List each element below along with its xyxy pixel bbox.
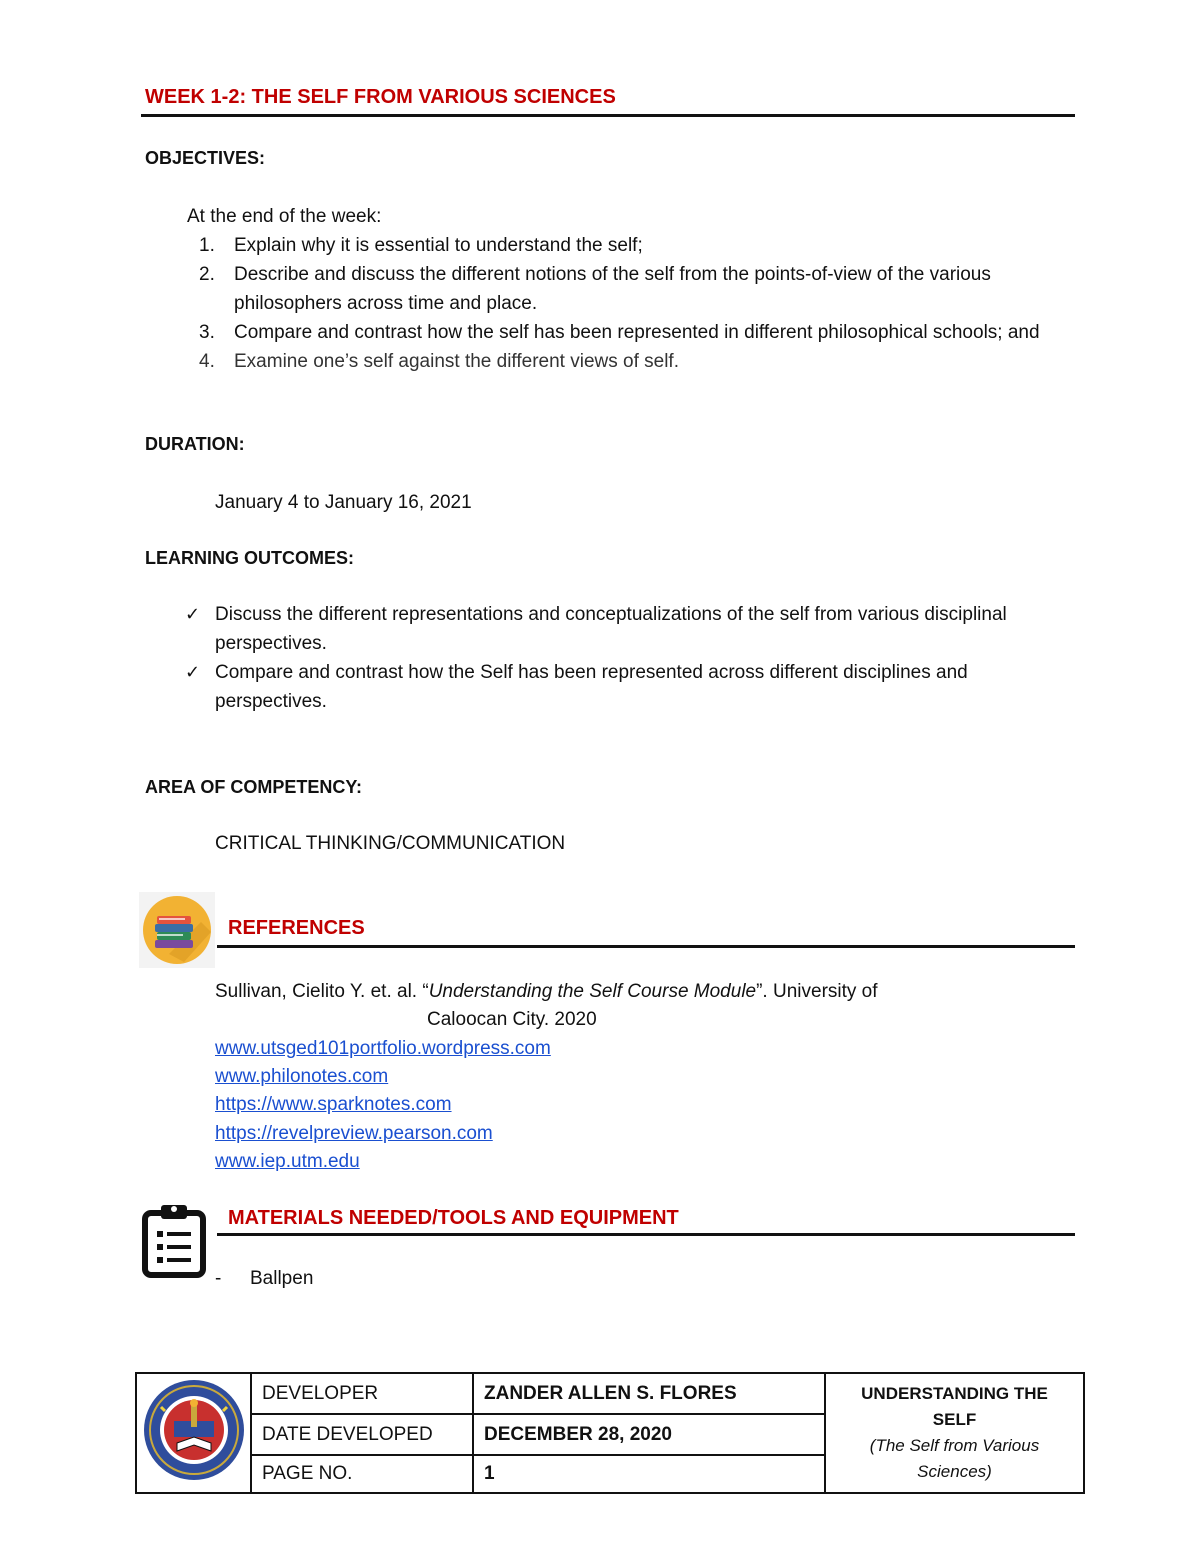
school-seal-icon [136,1373,251,1493]
duration-value: January 4 to January 16, 2021 [215,492,472,513]
citation: Sullivan, Cielito Y. et. al. “Understanding the Self Course Module”. University of [215,981,878,1002]
outcome-item: ✓ Discuss the different representations and conceptualizations of the self from various disciplinal perspectives. [167,600,1077,658]
reference-link[interactable]: https://www.sparknotes.com [215,1094,452,1115]
objective-item: 4. Examine one’s self against the different views of self. [199,351,679,372]
duration-heading: DURATION: [145,434,245,454]
learning-outcomes-list [167,600,1077,716]
competency-value: CRITICAL THINKING/COMMUNICATION [215,833,566,854]
page-no-value: 1 [473,1455,825,1493]
references-heading: REFERENCES [228,917,365,939]
materials-heading: MATERIALS NEEDED/TOOLS AND EQUIPMENT [228,1207,679,1229]
materials-item: Ballpen [250,1268,314,1289]
title-rule [141,114,1075,117]
checkmark-icon: ✓ [185,604,201,624]
reference-link[interactable]: www.utsged101portfolio.wordpress.com [215,1038,551,1059]
citation-line2: Caloocan City. 2020 [427,1009,597,1030]
objective-item: 2. Describe and discuss the different notions of the self from the points-of-view of the various philosophers across time and place. [199,264,991,314]
objectives-list [187,231,1047,376]
objectives-heading: OBJECTIVES: [145,148,266,168]
objective-item: 1. Explain why it is essential to understand the self; [199,235,643,256]
page-no-label: PAGE NO. [251,1455,473,1493]
reference-link[interactable]: https://revelpreview.pearson.com [215,1123,493,1144]
clipboard-icon [139,1201,209,1279]
developer-label: DEVELOPER [251,1373,473,1414]
page-title: WEEK 1-2: THE SELF FROM VARIOUS SCIENCES [145,86,616,108]
developer-value: ZANDER ALLEN S. FLORES [473,1373,825,1414]
reference-link[interactable]: www.philonotes.com [215,1066,389,1087]
checkmark-icon: ✓ [185,662,201,682]
objectives-intro: At the end of the week: [187,206,382,227]
materials-dash: - [215,1268,222,1289]
date-developed-value: DECEMBER 28, 2020 [473,1414,825,1455]
outcome-item: ✓ Compare and contrast how the Self has been represented across different disciplines and perspectives. [167,658,1077,716]
materials-rule [217,1233,1075,1236]
course-title-cell [825,1373,1084,1493]
books-icon [139,892,215,968]
competency-heading: AREA OF COMPETENCY: [145,777,363,797]
objective-item: 3. Compare and contrast how the self has been represented in different philosophical schools; and [199,322,1040,343]
learning-outcomes-heading: LEARNING OUTCOMES: [145,548,354,568]
course-title: UNDERSTANDING THE SELF [861,1384,1048,1429]
course-subtitle: (The Self from Various Sciences) [869,1436,1040,1481]
date-developed-label: DATE DEVELOPED [251,1414,473,1455]
footer-table [135,1372,1085,1494]
reference-link[interactable]: www.iep.utm.edu [215,1151,360,1172]
references-rule [217,945,1075,948]
